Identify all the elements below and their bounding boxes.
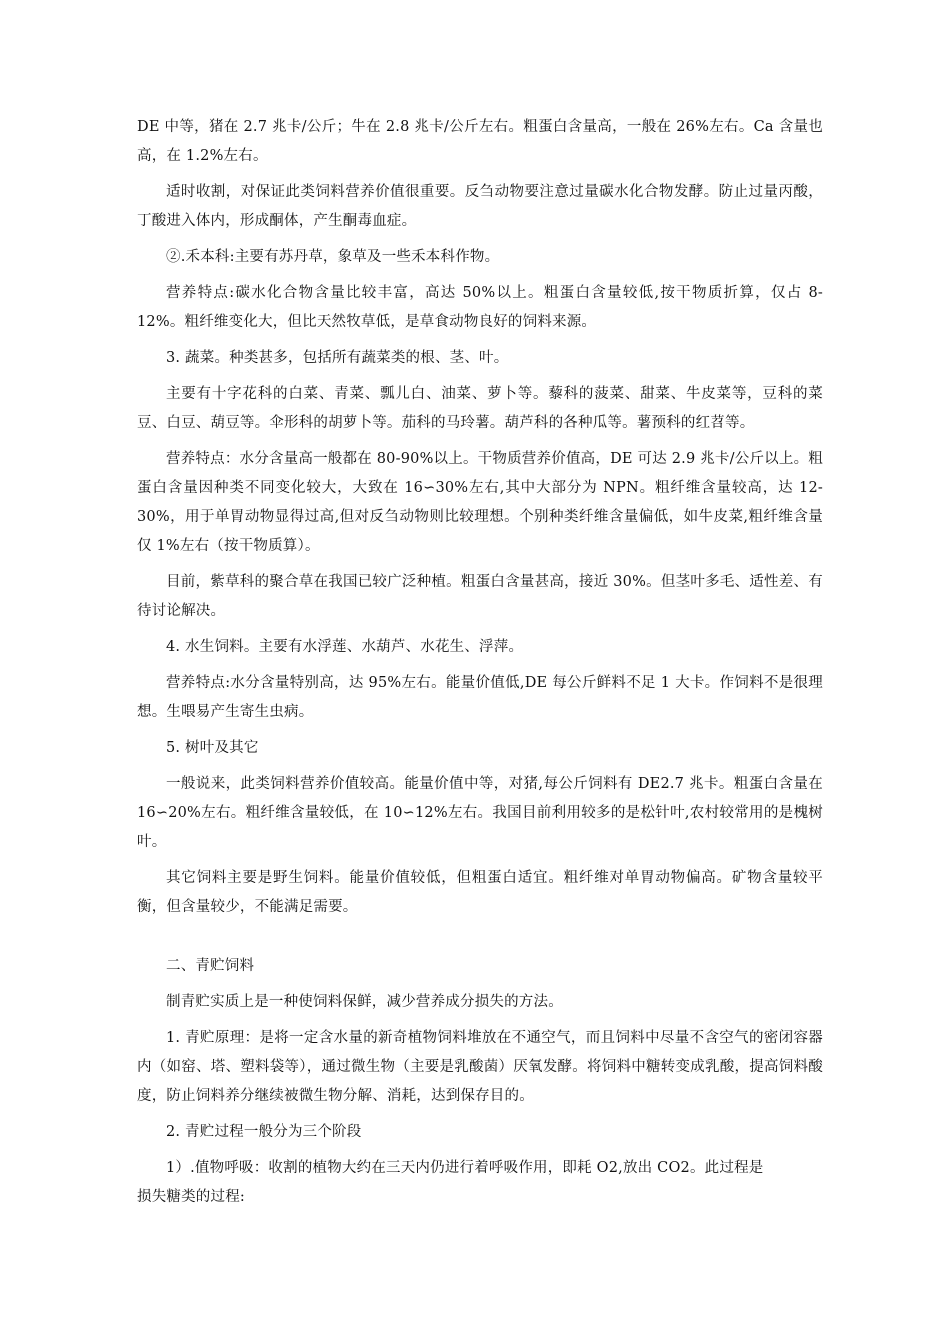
document-body (137, 113, 823, 1219)
paragraph-wild-feed: 其它饲料主要是野生饲料。能量价值较低，但粗蛋白适宜。粗纤维对单胃动物偏高。矿物含量较平衡，但含量较少，不能满足需要。 (137, 870, 823, 915)
paragraph-harvest-timing: 适时收割，对保证此类饲料营养价值很重要。反刍动物要注意过量碳水化合物发酵。防止过量丙酸，丁酸进入体内，形成酮体，产生酮毒血症。 (137, 184, 823, 229)
paragraph-silage-principle: 1. 青贮原理：是将一定含水量的新奇植物饲料堆放在不通空气，而且饲料中尽量不含空气的密闭容器内（如窑、塔、塑料袋等），通过微生物（主要是乳酸菌）厌氧发酵。将饲料中糖转变成乳酸，提高饲料酸度，防止饲料养分继续被微生物分解、消耗，达到保存目的。 (137, 1030, 823, 1104)
heading-aquatic-feed: 4. 水生饲料。主要有水浮莲、水葫芦、水花生、浮萍。 (166, 639, 524, 655)
paragraph-aquatic-nutrition: 营养特点:水分含量特别高，达 95%左右。能量价值低,DE 每公斤鲜料不足 1 大卡。作饲料不是很理想。生喂易产生寄生虫病。 (137, 675, 823, 720)
paragraph-sugar-loss: 损失糖类的过程: (137, 1189, 245, 1205)
paragraph-plant-respiration: 1）.值物呼吸：收割的植物大约在三天内仍进行着呼吸作用，即耗 O2,放出 CO2。此过程是 (166, 1160, 764, 1176)
paragraph-silage-definition: 制青贮实质上是一种使饲料保鲜，减少营养成分损失的方法。 (166, 994, 563, 1010)
paragraph-de-values: DE 中等，猪在 2.7 兆卡/公斤；牛在 2.8 兆卡/公斤左右。粗蛋白含量高，一般在 26%左右。Ca 含量也高，在 1.2%左右。 (137, 119, 823, 164)
heading-vegetables: 3. 蔬菜。种类甚多，包括所有蔬菜类的根、茎、叶。 (166, 350, 509, 366)
heading-gramineae: ②.禾本科:主要有苏丹草，象草及一些禾本科作物。 (166, 249, 500, 265)
paragraph-tree-leaves: 一般说来，此类饲料营养价值较高。能量价值中等，对猪,每公斤饲料有 DE2.7 兆卡。粗蛋白含量在 16∽20%左右。粗纤维含量较低，在 10∽12%左右。我国目前利用较多的是松针叶,农村较常用的是槐树叶。 (137, 776, 823, 850)
paragraph-gramineae-nutrition: 营养特点:碳水化合物含量比较丰富，高达 50%以上。粗蛋白含量较低,按干物质折算，仅占 8-12%。粗纤维变化大，但比天然牧草低，是草食动物良好的饲料来源。 (137, 285, 823, 330)
paragraph-vegetable-nutrition: 营养特点：水分含量高一般都在 80-90%以上。干物质营养价值高，DE 可达 2.9 兆卡/公斤以上。粗蛋白含量因种类不同变化较大，大致在 16∽30%左右,其中大部分为 NPN。粗纤维含量较高，达 12-30%，用于单胃动物显得过高,但对反刍动物则比较理想。个别种类纤维含量偏低，如牛皮菜,粗纤维含量仅 1%左右（按干物质算）。 (137, 451, 823, 554)
section-heading-silage: 二、青贮饲料 (166, 958, 255, 974)
heading-tree-leaves: 5. 树叶及其它 (166, 740, 259, 756)
paragraph-silage-stages: 2. 青贮过程一般分为三个阶段 (166, 1124, 362, 1140)
paragraph-comfrey: 目前，紫草科的聚合草在我国已较广泛种植。粗蛋白含量甚高，接近 30%。但茎叶多毛、适性差、有待讨论解决。 (137, 574, 823, 619)
paragraph-vegetable-types: 主要有十字花科的白菜、青菜、瓢儿白、油菜、萝卜等。藜科的菠菜、甜菜、牛皮菜等，豆科的菜豆、白豆、葫豆等。伞形科的胡萝卜等。茄科的马玲薯。葫芦科的各种瓜等。薯预科的红苕等。 (137, 386, 823, 431)
